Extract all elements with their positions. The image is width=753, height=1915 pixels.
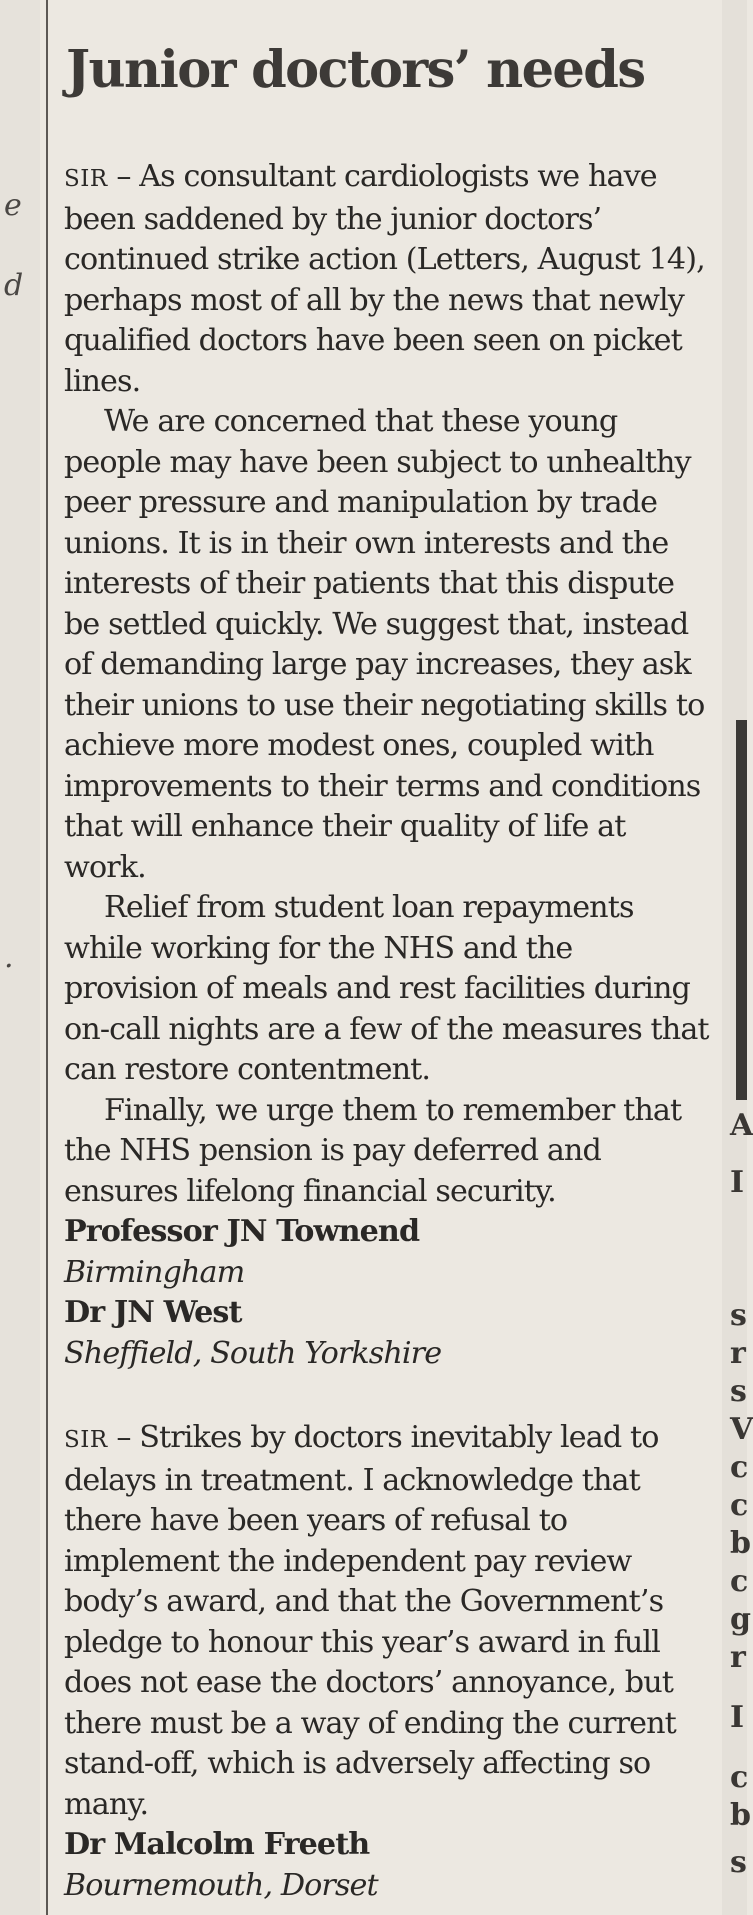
paragraph-text: – As consultant cardiologists we have been saddened by the junior doctors’ continued strike action (Letters, August 14), perhaps most of all by the news that newly qualified doctors have been seen on picket lines. xyxy=(64,159,705,399)
signature-block xyxy=(64,1212,714,1374)
adjacent-text-fragment: V xyxy=(730,1412,753,1447)
adjacent-text-fragment: c xyxy=(730,1564,749,1599)
letter-paragraph: We are concerned that these young people may have been subject to unhealthy peer pressure and manipulation by trade unions. It is in their own interests and the interests of their patients that this dispute be settled quickly. We suggest that, instead of demanding large pay increases, they ask their unions to use their negotiating skills to achieve more modest ones, coupled with improvements to their terms and conditions that will enhance their quality of life at work. xyxy=(64,404,705,885)
adjacent-text-fragment: . xyxy=(4,940,14,975)
adjacent-column-right xyxy=(722,0,753,1915)
adjacent-text-fragment: b xyxy=(730,1526,751,1561)
adjacent-text-fragment: c xyxy=(730,1760,749,1795)
adjacent-text-fragment: r xyxy=(730,1640,746,1675)
adjacent-text-fragment: s xyxy=(730,1845,747,1880)
letter-paragraph xyxy=(64,157,714,402)
adjacent-text-fragment: I xyxy=(730,1700,745,1735)
signatory-name: Dr JN West xyxy=(64,1295,242,1330)
headline: Junior doctors’ needs xyxy=(66,40,645,100)
sir-salutation: SIR xyxy=(64,166,108,192)
signatory-place: Sheffield, South Yorkshire xyxy=(64,1335,442,1371)
column-rule-left xyxy=(46,0,48,1915)
adjacent-text-fragment: g xyxy=(730,1602,751,1637)
letter xyxy=(64,157,714,1374)
letter-paragraph: Finally, we urge them to remember that the NHS pension is pay deferred and ensures lifelong financial security. xyxy=(64,1092,682,1209)
adjacent-text-fragment: A xyxy=(730,1108,753,1143)
adjacent-text-fragment: c xyxy=(730,1488,749,1523)
letter xyxy=(64,1418,714,1906)
signature-block xyxy=(64,1825,714,1906)
adjacent-text-fragment: s xyxy=(730,1298,747,1333)
signatory-place: Birmingham xyxy=(64,1254,245,1290)
sir-salutation: SIR xyxy=(64,1427,108,1453)
letter-paragraph: Relief from student loan repayments while working for the NHS and the provision of meals and rest facilities during on-call nights are a few of the measures that can restore contentment. xyxy=(64,890,709,1087)
adjacent-text-fragment: r xyxy=(730,1336,746,1371)
adjacent-text-fragment: b xyxy=(730,1798,751,1833)
paragraph-text: – Strikes by doctors inevitably lead to delays in treatment. I acknowledge that there have been years of refusal to implement the independent pay review body’s award, and that the Government’s pledge to honour this year’s award in full does not ease the doctors’ annoyance, but there must be a way of ending the current stand-off, which is adversely affecting so many. xyxy=(64,1420,676,1822)
adjacent-text-fragment: c xyxy=(730,1450,749,1485)
adjacent-photo xyxy=(736,720,747,1100)
signatory-place: Bournemouth, Dorset xyxy=(64,1867,378,1903)
adjacent-text-fragment: I xyxy=(730,1165,745,1200)
adjacent-text-fragment: d xyxy=(4,268,24,303)
adjacent-text-fragment: e xyxy=(4,188,22,223)
adjacent-column-left xyxy=(0,0,40,1915)
signatory-name: Dr Malcolm Freeth xyxy=(64,1827,370,1862)
signatory-name: Professor JN Townend xyxy=(64,1214,420,1249)
letter-paragraph xyxy=(64,1418,714,1825)
adjacent-text-fragment: s xyxy=(730,1374,747,1409)
